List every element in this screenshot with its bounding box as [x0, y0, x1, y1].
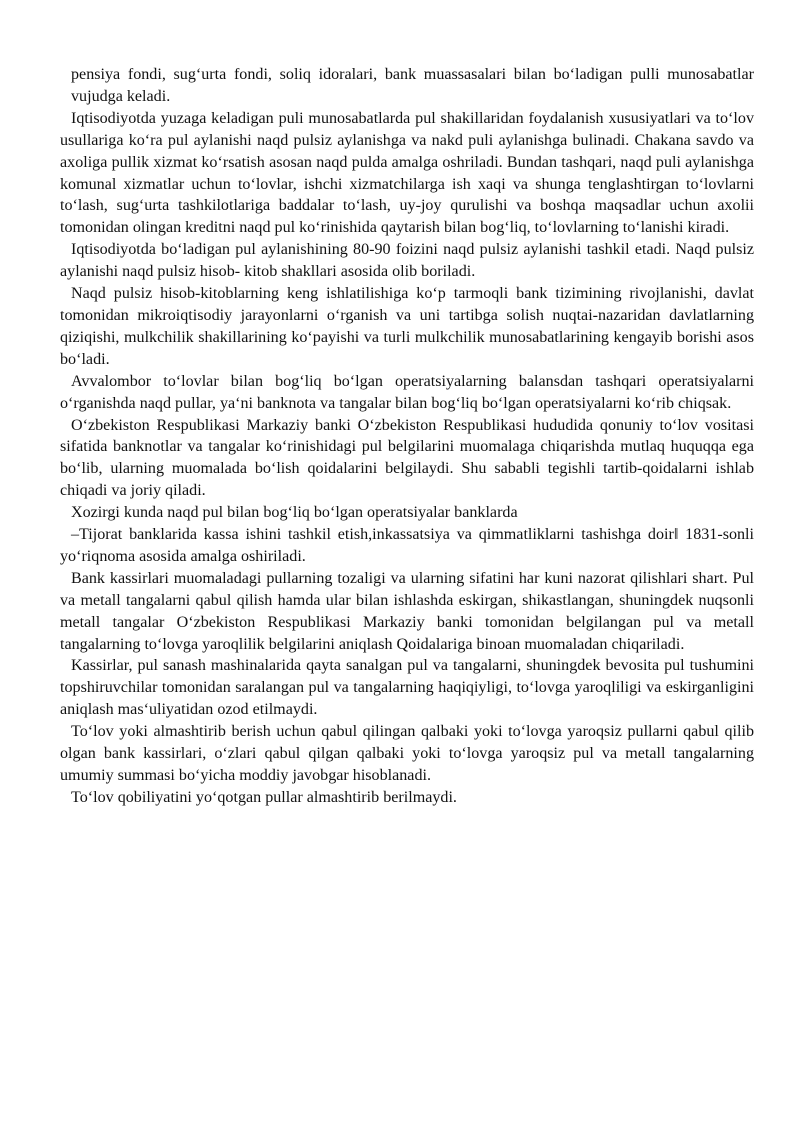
document-page [60, 64, 754, 809]
paragraph: Avvalombor to‘lovlar bilan bog‘liq bo‘lgan operatsiyalarning balansdan tashqari operatsiyalarni o‘rganishda naqd pullar, ya‘ni banknota va tangalar bilan bog‘liq bo‘lgan operatsiyalarni ko‘rib chiqsak. [60, 372, 754, 412]
paragraph: –Tijorat banklarida kassa ishini tashkil etish,inkassatsiya va qimmatliklarni tashishga doir‖ 1831-sonli yo‘riqnoma asosida amalga oshiriladi. [60, 526, 754, 565]
paragraph: Xozirgi kunda naqd pul bilan bog‘liq bo‘lgan operatsiyalar banklarda [71, 504, 518, 522]
paragraph: Naqd pulsiz hisob-kitoblarning keng ishlatilishiga ko‘p tarmoqli bank tizimining rivojlanishi, davlat tomonidan mikroiqtisodiy jarayonlarni o‘rganish va uni tartibga solish nuqtai-nazaridan davlatlarning qiziqishi, mulkchilik shakillarining ko‘payishi va turli mulkchilik munosabatlarining kengayib borishi asos bo‘ladi. [60, 285, 754, 368]
paragraph: To‘lov yoki almashtirib berish uchun qabul qilingan qalbaki yoki to‘lovga yaroqsiz pullarni qabul qilib olgan bank kassirlari, o‘zlari qabul qilgan qalbaki yoki to‘lovga yaroqsiz pul va metall tangalarning umumiy summasi bo‘yicha moddiy javobgar hisoblanadi. [60, 723, 754, 784]
paragraph: Bank kassirlari muomaladagi pullarning tozaligi va ularning sifatini har kuni nazorat qilishlari shart. Pul va metall tangalarni qabul qilish hamda ular bilan ishlashda eskirgan, shikastlangan, shuningdek nuqsonli metall tangalar O‘zbekiston Respublikasi Markaziy banki tomonidan belgilangan pul va metall tangalarning to‘lovga yaroqlilik belgilarini aniqlash Qoidalariga binoan muomaladan chiqariladi. [60, 569, 754, 653]
paragraph: Iqtisodiyotda yuzaga keladigan puli munosabatlarda pul shakillaridan foydalanish xususiyatlari va to‘lov usullariga ko‘ra pul aylanishi naqd pulsiz aylanishga va nakd puli aylanishga bulinadi. Chakana savdo va axoliga pullik xizmat ko‘rsatish asosan naqd pulda amalga oshriladi. Bundan tashqari, naqd puli aylanishga komunal xizmatlar uchun to‘lovlar, ishchi xizmatchilarga ish xaqi va shunga tenglashtirgan to‘lovlarni to‘lash, sug‘urta tashkilotlariga baddalar to‘lash, uy-joy qurulishi va boshqa maqsadlar uchun axolii tomonidan olingan kreditni naqd pul ko‘rinishida qaytarish bilan bog‘liq, to‘lovlarning to‘lanishi kiradi. [60, 109, 754, 237]
paragraph: pensiya fondi, sug‘urta fondi, soliq idoralari, bank muassasalari bilan bo‘ladigan pulli munosabatlar vujudga keladi. [71, 66, 754, 105]
paragraph: Iqtisodiyotda bo‘ladigan pul aylanishining 80-90 foizini naqd pulsiz aylanishi tashkil etadi. Naqd pulsiz aylanishi naqd pulsiz hisob- kitob shakllari asosida olib boriladi. [60, 241, 754, 281]
paragraph: To‘lov qobiliyatini yo‘qotgan pullar almashtirib berilmaydi. [71, 788, 457, 806]
paragraph: O‘zbekiston Respublikasi Markaziy banki O‘zbekiston Respublikasi hududida qonuniy to‘lov vositasi sifatida banknotlar va tangalar ko‘rinishidagi pul belgilarini muomalaga chiqarishda mutlaq huquqqa ega bo‘lib, ularning muomalada bo‘lish qoidalarini belgilaydi. Shu sababli tegishli tartib-qoidalarni ishlab chiqadi va joriy qiladi. [60, 416, 754, 500]
paragraph: Kassirlar, pul sanash mashinalarida qayta sanalgan pul va tangalarni, shuningdek bevosita pul tushumini topshiruvchilar tomonidan saralangan pul va tangalarning haqiqiyligi, to‘lovga yaroqliligi va eskirganligini aniqlash mas‘uliyatidan ozod etilmaydi. [60, 657, 754, 719]
